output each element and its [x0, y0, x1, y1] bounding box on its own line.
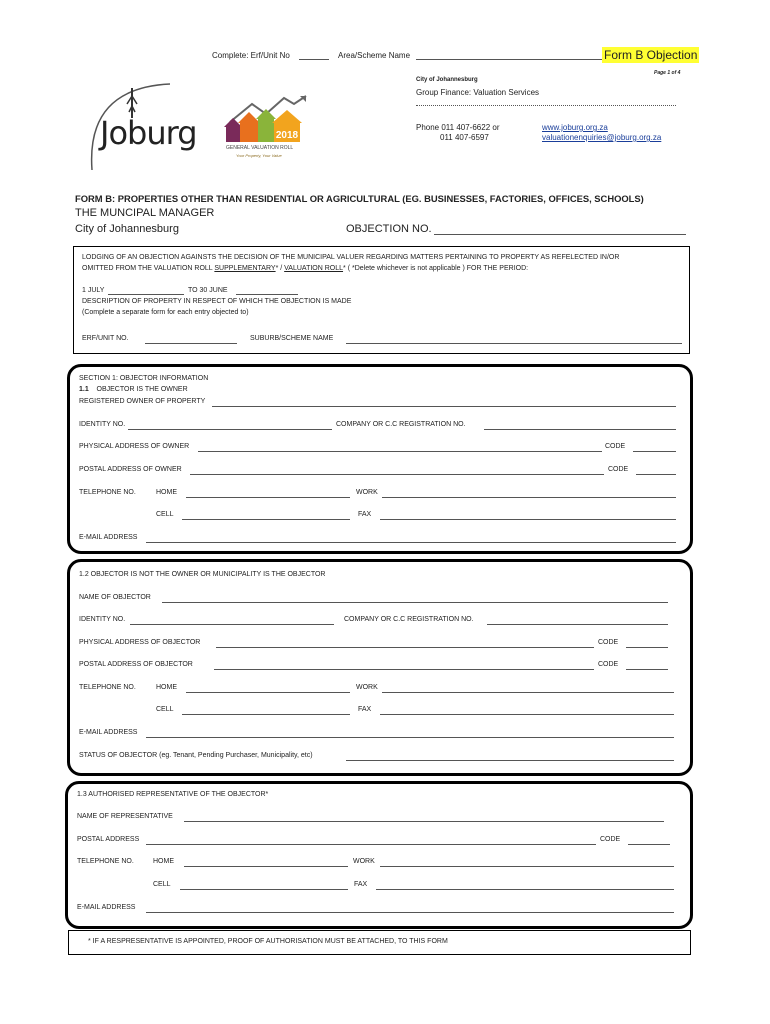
objector-id-label: IDENTITY NO. — [79, 616, 126, 623]
owner-id-field[interactable] — [128, 429, 332, 430]
rep-cell-field[interactable] — [180, 889, 348, 890]
owner-physical-field[interactable] — [198, 451, 602, 452]
owner-physical-code-field[interactable] — [633, 451, 676, 452]
addressee: THE MUNCIPAL MANAGER — [75, 207, 215, 219]
objector-physical-field[interactable] — [216, 647, 594, 648]
objector-fax-field[interactable] — [380, 714, 674, 715]
objection-no-label: OBJECTION NO. — [346, 223, 432, 235]
objector-postal-code-label: CODE — [598, 661, 619, 668]
objector-postal-label: POSTAL ADDRESS OF OBJECTOR — [79, 661, 193, 668]
owner-postal-field[interactable] — [190, 474, 604, 475]
registered-owner-label: REGISTERED OWNER OF PROPERTY — [79, 398, 206, 405]
org-divider — [416, 105, 676, 106]
rep-tel-label: TELEPHONE NO. — [77, 858, 134, 865]
rep-home-field[interactable] — [184, 866, 348, 867]
rep-email-field[interactable] — [146, 912, 674, 913]
objector-status-field[interactable] — [346, 760, 674, 761]
form-badge: Form B Objection — [604, 48, 698, 62]
section-1-3-title: 1.3 AUTHORISED REPRESENTATIVE OF THE OBJECTOR* — [77, 791, 269, 798]
rep-cell-label: CELL — [153, 881, 171, 888]
erf-unit-label: Complete: Erf/Unit No — [212, 51, 290, 60]
period-end-label: TO 30 JUNE — [188, 287, 228, 294]
objector-physical-code-field[interactable] — [626, 647, 668, 648]
form-title: FORM B: PROPERTIES OTHER THAN RESIDENTIAL OR AGRICULTURAL (EG. BUSINESSES, FACTORIES, OFFICES, SCHOOLS) — [75, 193, 644, 204]
rep-email-label: E-MAIL ADDRESS — [77, 904, 136, 911]
rep-work-field[interactable] — [380, 866, 674, 867]
section-1-1-heading: 1.1 OBJECTOR IS THE OWNER — [79, 386, 188, 393]
rep-postal-code-field[interactable] — [628, 844, 670, 845]
objector-postal-code-field[interactable] — [626, 669, 668, 670]
objector-tel-label: TELEPHONE NO. — [79, 684, 136, 691]
rep-postal-field[interactable] — [146, 844, 596, 845]
owner-id-label: IDENTITY NO. — [79, 421, 126, 428]
objector-name-label: NAME OF OBJECTOR — [79, 594, 151, 601]
valuation-roll-option[interactable]: VALUATION ROLL — [284, 265, 344, 272]
owner-physical-label: PHYSICAL ADDRESS OF OWNER — [79, 443, 190, 450]
objector-fax-label: FAX — [358, 706, 372, 713]
objector-physical-label: PHYSICAL ADDRESS OF OBJECTOR — [79, 639, 201, 646]
org-name: City of Johannesburg — [416, 77, 478, 83]
period-start-field[interactable] — [108, 294, 184, 295]
separate-form-note: (Complete a separate form for each entry objected to) — [82, 309, 249, 316]
owner-postal-code-field[interactable] — [636, 474, 676, 475]
supplementary-option[interactable]: SUPPLEMENTARY — [214, 265, 276, 272]
gvr-tagline: Your Property, Your Value — [236, 153, 282, 158]
objector-physical-code-label: CODE — [598, 639, 619, 646]
joburg-wordmark: Joburg — [100, 114, 197, 152]
period-start-label: 1 JULY — [82, 287, 105, 294]
rep-home-label: HOME — [153, 858, 174, 865]
owner-cell-field[interactable] — [182, 519, 350, 520]
owner-fax-field[interactable] — [380, 519, 676, 520]
owner-physical-code-label: CODE — [605, 443, 626, 450]
addressee-city: City of Johannesburg — [75, 223, 179, 235]
gvr-houses-icon — [222, 92, 312, 148]
erf-unit-no-field[interactable] — [145, 343, 237, 344]
owner-home-field[interactable] — [186, 497, 350, 498]
objector-email-field[interactable] — [146, 737, 674, 738]
page-number: Page 1 of 4 — [654, 70, 681, 76]
objector-company-label: COMPANY OR C.C REGISTRATION NO. — [344, 616, 474, 623]
owner-tel-label: TELEPHONE NO. — [79, 489, 136, 496]
objector-home-label: HOME — [156, 684, 177, 691]
owner-company-label: COMPANY OR C.C REGISTRATION NO. — [336, 421, 466, 428]
owner-company-field[interactable] — [484, 429, 676, 430]
objector-id-field[interactable] — [130, 624, 334, 625]
objector-email-label: E-MAIL ADDRESS — [79, 729, 138, 736]
joburg-logo — [86, 78, 210, 174]
owner-home-label: HOME — [156, 489, 177, 496]
objector-work-field[interactable] — [382, 692, 674, 693]
period-end-field[interactable] — [236, 294, 298, 295]
section-1-2-title: 1.2 OBJECTOR IS NOT THE OWNER OR MUNICIPALITY IS THE OBJECTOR — [79, 571, 326, 578]
gvr-logo — [222, 92, 312, 164]
description-heading: DESCRIPTION OF PROPERTY IN RESPECT OF WHICH THE OBJECTION IS MADE — [82, 298, 352, 305]
erf-unit-field[interactable] — [299, 59, 329, 60]
objection-no-field[interactable] — [434, 234, 686, 235]
owner-postal-label: POSTAL ADDRESS OF OWNER — [79, 466, 182, 473]
objector-company-field[interactable] — [487, 624, 668, 625]
owner-email-label: E-MAIL ADDRESS — [79, 534, 138, 541]
objector-home-field[interactable] — [186, 692, 350, 693]
owner-work-field[interactable] — [382, 497, 676, 498]
objector-status-label: STATUS OF OBJECTOR (eg. Tenant, Pending Purchaser, Municipality, etc) — [79, 752, 313, 759]
org-phone: Phone 011 407-6622 or — [416, 123, 500, 132]
org-phone-2: 011 407-6597 — [440, 133, 489, 142]
area-scheme-label: Area/Scheme Name — [338, 51, 411, 60]
rep-postal-label: POSTAL ADDRESS — [77, 836, 140, 843]
rep-fax-label: FAX — [354, 881, 368, 888]
objector-cell-field[interactable] — [182, 714, 350, 715]
lodging-text-1: LODGING OF AN OBJECTION AGAINSTS THE DECISION OF THE MUNICIPAL VALUER REGARDING MATTERS PERTAINING TO PROPERTY AS REFELECTED IN/OR — [82, 254, 620, 261]
objector-name-field[interactable] — [162, 602, 668, 603]
authorisation-note: * IF A RESPRESENTATIVE IS APPOINTED, PROOF OF AUTHORISATION MUST BE ATTACHED, TO THIS FORM — [88, 938, 448, 945]
gvr-year: 2018 — [275, 130, 299, 141]
lodging-text-2: OMITTED FROM THE VALUATION ROLL SUPPLEMENTARY* / VALUATION ROLL* ( *Delete whichever is not applicable ) FOR THE PERIOD: — [82, 265, 529, 272]
rep-postal-code-label: CODE — [600, 836, 621, 843]
objector-work-label: WORK — [356, 684, 378, 691]
erf-unit-no-label: ERF/UNIT NO. — [82, 335, 129, 342]
objector-postal-field[interactable] — [214, 669, 594, 670]
section-1-title: SECTION 1: OBJECTOR INFORMATION — [79, 375, 209, 382]
org-dept: Group Finance: Valuation Services — [416, 88, 540, 97]
rep-name-field[interactable] — [184, 821, 664, 822]
email-link[interactable]: valuationenquiries@joburg.org.za — [542, 133, 662, 142]
suburb-label: SUBURB/SCHEME NAME — [250, 335, 334, 342]
website-link[interactable]: www.joburg.org.za — [542, 123, 608, 132]
rep-work-label: WORK — [353, 858, 375, 865]
registered-owner-field[interactable] — [212, 406, 676, 407]
owner-fax-label: FAX — [358, 511, 372, 518]
owner-work-label: WORK — [356, 489, 378, 496]
area-scheme-field[interactable] — [416, 59, 602, 60]
owner-email-field[interactable] — [146, 542, 676, 543]
suburb-field[interactable] — [346, 343, 682, 344]
section-1-3-representative-box — [65, 781, 693, 929]
gvr-caption: GENERAL VALUATION ROLL — [226, 145, 294, 151]
objector-cell-label: CELL — [156, 706, 174, 713]
owner-cell-label: CELL — [156, 511, 174, 518]
owner-postal-code-label: CODE — [608, 466, 629, 473]
rep-fax-field[interactable] — [376, 889, 674, 890]
rep-name-label: NAME OF REPRESENTATIVE — [77, 813, 173, 820]
